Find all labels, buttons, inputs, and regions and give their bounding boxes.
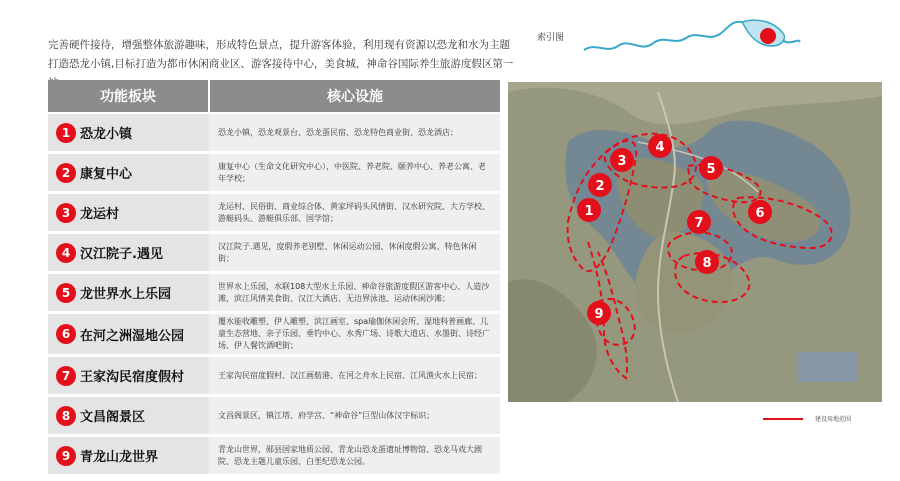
zone-name: 青龙山龙世界 xyxy=(80,450,159,465)
svg-text:9: 9 xyxy=(594,307,604,322)
svg-text:3: 3 xyxy=(617,154,627,169)
zone-facilities: 康复中心（生命文化研究中心），中医院、养老院、颐养中心、养老公寓、老年学校； xyxy=(210,154,500,191)
zone-facilities: 龙运村、民俗街、商业综合体、黄家坪码头风情街、汉水研究院、大方学校、游艇码头、游艇俱乐部、国学馆； xyxy=(210,194,500,231)
header-facilities: 核心设施 xyxy=(210,80,500,112)
legend-text: 建设用地范围 xyxy=(815,416,852,423)
zone-facilities: 汉江院子.遇见，度假养老别墅、休闲运动公园、休闲度假公寓、特色休闲街； xyxy=(210,234,500,271)
zone-name: 恐龙小镇 xyxy=(80,127,133,142)
number-badge: 6 xyxy=(56,324,76,344)
index-map-label: 索引图 xyxy=(537,33,565,43)
zone-facilities: 青龙山世界，郧县国家地质公园、青龙山恐龙蛋遗址博物馆、恐龙马戏大剧院、恐龙主题儿童乐园、白垩纪恐龙公园。 xyxy=(210,437,500,474)
number-badge: 2 xyxy=(56,163,76,183)
header-function: 功能板块 xyxy=(48,80,208,112)
table-row xyxy=(48,114,500,152)
table-row xyxy=(48,437,500,475)
table-row xyxy=(48,274,500,312)
zone-name: 龙运村 xyxy=(80,207,120,222)
zone-facilities: 覆水能收雕塑、伊人雕塑、滨江画室、spa瑜伽休闲会所、湿地科普画廊、儿童生态营地、亲子乐园、垂钓中心、水秀广场、诗歌大道店、水墨街、诗经广场、伊人餐饮酒吧街； xyxy=(210,314,500,354)
number-badge: 8 xyxy=(56,406,76,426)
legend-line xyxy=(763,418,803,420)
svg-text:1: 1 xyxy=(584,204,594,219)
zone-facilities: 王家沟民宿度假村、汉江画舫港、在河之舟水上民宿、江风渔火水上民宿； xyxy=(210,357,500,394)
zone-name: 龙世界水上乐园 xyxy=(80,287,172,302)
svg-text:8: 8 xyxy=(702,256,712,271)
svg-text:6: 6 xyxy=(755,206,765,221)
table-row xyxy=(48,194,500,232)
index-map-river xyxy=(582,12,802,72)
zone-name: 文昌阁景区 xyxy=(80,410,146,425)
number-badge: 9 xyxy=(56,446,76,466)
number-badge: 3 xyxy=(56,203,76,223)
zone-name: 康复中心 xyxy=(80,167,133,182)
table-row xyxy=(48,154,500,192)
svg-text:5: 5 xyxy=(706,162,716,177)
zone-name: 在河之洲湿地公园 xyxy=(80,328,185,344)
number-badge: 4 xyxy=(56,243,76,263)
table-row xyxy=(48,314,500,355)
function-table xyxy=(48,80,500,477)
zone-name: 汉江院子.遇见 xyxy=(80,247,163,262)
svg-text:2: 2 xyxy=(595,179,605,194)
number-badge: 5 xyxy=(56,283,76,303)
number-badge: 1 xyxy=(56,123,76,143)
svg-text:7: 7 xyxy=(694,216,704,231)
zone-facilities: 世界水上乐园，水联108大型水上乐园、神命谷旅游度假区游客中心、人造沙滩，滨江风情美食街、汉江大酒店、无边界泳池、运动休闲沙滩； xyxy=(210,274,500,311)
table-header xyxy=(48,80,500,112)
table-row xyxy=(48,234,500,272)
zone-facilities: 文昌阁景区，镇江塔、府学宫、“神命谷”巨型山体汉字标识； xyxy=(210,397,500,434)
zone-facilities: 恐龙小镇，恐龙观景台、恐龙蛋民宿、恐龙特色商业街、恐龙酒店； xyxy=(210,114,500,151)
aerial-site-map xyxy=(508,82,882,402)
table-row xyxy=(48,397,500,435)
number-badge: 7 xyxy=(56,366,76,386)
intro-paragraph: 完善硬件接待，增强整体旅游趣味，形成特色景点，提升游客体验，利用现有资源以恐龙和水为主题打造恐龙小镇,目标打造为都市休闲商业区、游客接待中心，美食城，神命谷国际养生旅游度假区第一 xyxy=(48,39,514,70)
table-row xyxy=(48,357,500,395)
svg-text:4: 4 xyxy=(655,140,665,155)
zone-name: 王家沟民宿度假村 xyxy=(80,370,185,385)
